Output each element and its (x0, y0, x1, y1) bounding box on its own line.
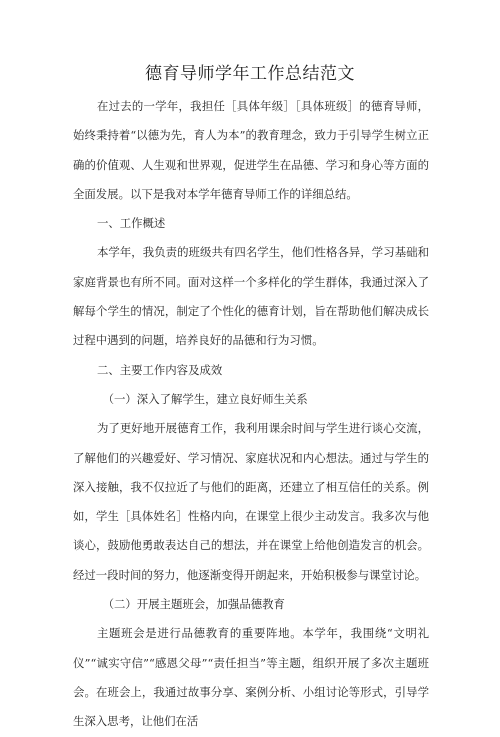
body-paragraph: 主题班会是进行品德教育的重要阵地。本学年，我围绕“文明礼仪”“诚实守信”“感恩父母”“责任担当”等主题，组织开展了多次主题班会。在班会上，我通过故事分享、案例分析、小组讨论等形式，引导学生深入思考，让他们在活 (73, 626, 429, 729)
body-paragraph: 为了更好地开展德育工作，我利用课余时间与学生进行谈心交流，了解他们的兴趣爱好、学习情况、家庭状况和内心想法。通过与学生的深入接触，我不仅拉近了与他们的距离，还建立了相互信任的关系。例如，学生［具体姓名］性格内向，在课堂上很少主动发言。我多次与他谈心，鼓励他勇敢表达自己的想法，并在课堂上给他创造发言的机会。经过一段时间的努力，他逐渐变得开朗起来，开始积极参与课堂讨论。 (73, 421, 429, 582)
document-title: 德育导师学年工作总结范文 (145, 64, 355, 84)
subsection-heading: （二）开展主题班会，加强品德教育 (102, 597, 285, 612)
overview-paragraph: 本学年，我负责的班级共有四名学生，他们性格各异，学习基础和家庭背景也有所不同。面对这样一个多样化的学生群体，我通过深入了解每个学生的情况，制定了个性化的德育计划，旨在帮助他们解决成长过程中遇到的问题，培养良好的品德和行为习惯。 (73, 245, 429, 348)
section-heading: 二、主要工作内容及成效 (96, 362, 223, 377)
subsection-heading: （一）深入了解学生，建立良好师生关系 (102, 391, 308, 406)
intro-paragraph: 在过去的一学年，我担任［具体年级］［具体班级］的德育导师，始终秉持着“以德为先，育人为本”的教育理念，致力于引导学生树立正确的价值观、人生观和世界观，促进学生在品德、学习和身心等方面的全面发展。以下是我对本学年德育导师工作的详细总结。 (73, 99, 429, 201)
section-heading: 一、工作概述 (96, 216, 166, 231)
document-body (73, 92, 429, 737)
